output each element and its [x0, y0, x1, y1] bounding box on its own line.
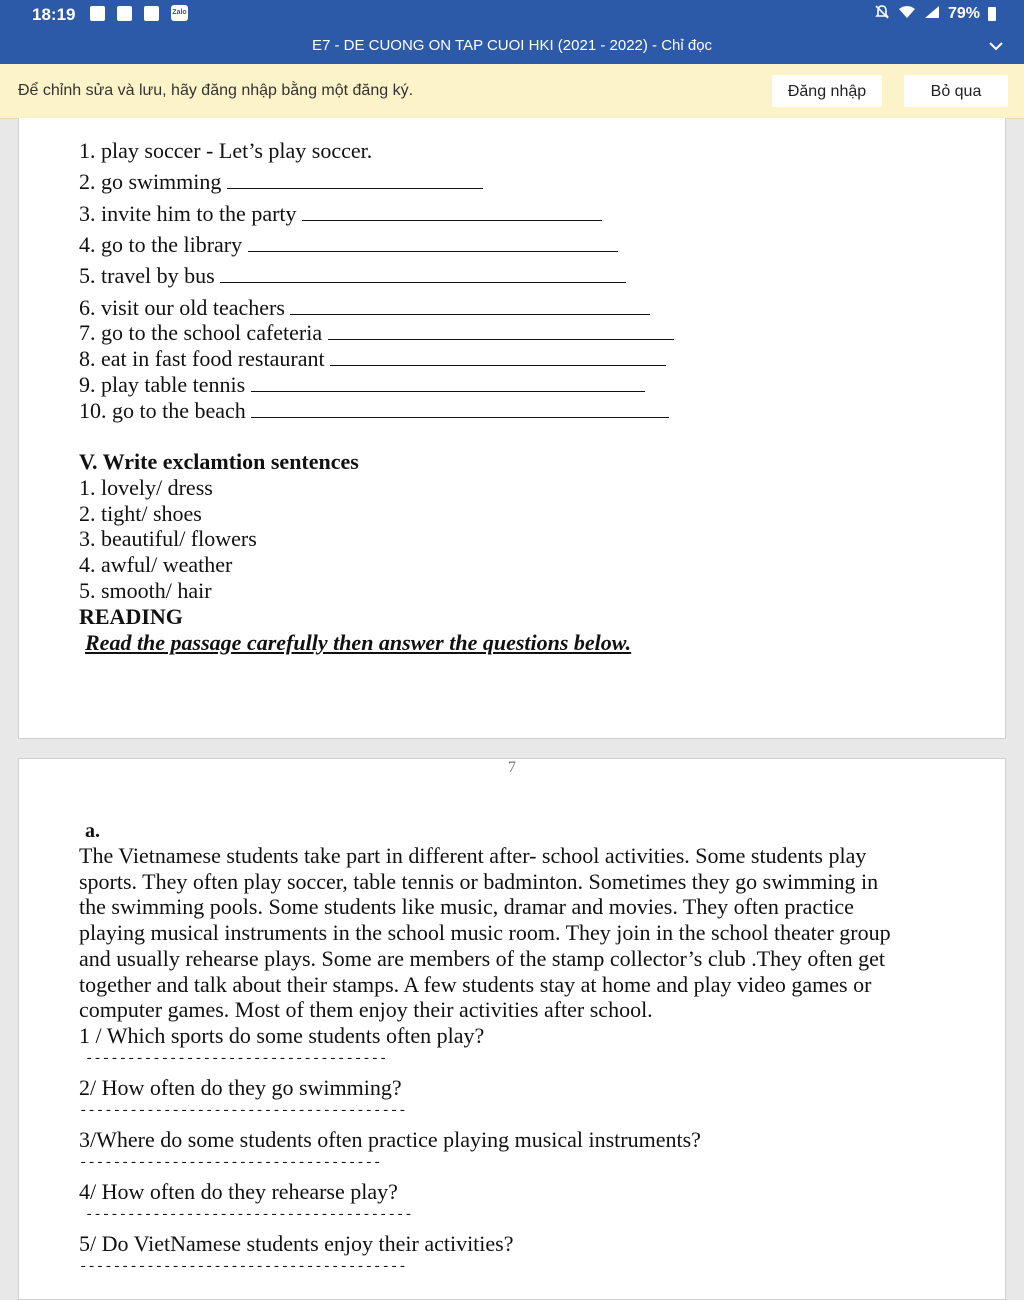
document-title: E7 - DE CUONG ON TAP CUOI HKI (2021 - 2022) - Chỉ đọc — [311, 37, 713, 54]
passage-label: a. — [85, 820, 100, 842]
list-item: 4. go to the library — [79, 232, 618, 258]
question: 3/Where do some students often practice playing musical instruments? — [79, 1127, 701, 1152]
answer-line: --------------------------------------- — [79, 1259, 407, 1275]
passage-line: the swimming pools. Some students like music, dramar and movies. They often practice — [79, 894, 854, 920]
section-heading: V. Write exclamtion sentences — [79, 449, 359, 474]
notification-icon — [144, 6, 159, 21]
status-bar — [0, 0, 1024, 30]
list-item: 5. smooth/ hair — [79, 578, 212, 603]
clock: 18:19 — [32, 5, 76, 24]
question: 4/ How often do they rehearse play? — [79, 1179, 398, 1204]
list-item: 2. tight/ shoes — [79, 501, 202, 526]
document-header — [0, 30, 1024, 64]
reading-passage — [79, 843, 959, 1023]
answer-line: --------------------------------------- — [85, 1207, 413, 1223]
battery-icon — [988, 7, 996, 21]
list-item: 6. visit our old teachers — [79, 295, 650, 321]
answer-line: ------------------------------------ — [79, 1155, 382, 1171]
instruction-text: Read the passage carefully then answer the questions below. — [85, 630, 632, 655]
document-page[interactable] — [18, 758, 1006, 1300]
section-heading: READING — [79, 604, 183, 629]
passage-line: The Vietnamese students take part in different after- school activities. Some students play — [79, 843, 867, 868]
page-number: 7 — [508, 759, 516, 776]
question: 5/ Do VietNamese students enjoy their activities? — [79, 1231, 514, 1256]
chevron-down-icon[interactable] — [986, 36, 1006, 56]
banner-message: Để chỉnh sửa và lưu, hãy đăng nhập bằng một đăng ký. — [18, 82, 414, 99]
passage-line: playing musical instruments in the school music room. They join in the school theater group — [79, 920, 891, 946]
list-item: 3. invite him to the party — [79, 201, 602, 227]
question: 2/ How often do they go swimming? — [79, 1075, 402, 1100]
wifi-icon — [898, 5, 916, 24]
passage-line: and usually rehearse plays. Some are members of the stamp collector’s club .They often get — [79, 945, 885, 971]
notification-icon — [90, 6, 105, 21]
list-item: 4. awful/ weather — [79, 552, 233, 577]
passage-line: sports. They often play soccer, table tennis or badminton. Sometimes they go swimming in — [79, 868, 879, 894]
answer-line: ------------------------------------ — [85, 1051, 388, 1067]
notification-icon — [117, 6, 132, 21]
list-item: 9. play table tennis — [79, 372, 645, 398]
passage-line: together and talk about their stamps. A few students stay at home and play video games or — [79, 971, 872, 997]
list-item: 1. lovely/ dress — [79, 475, 213, 500]
list-item: 1. play soccer - Let’s play soccer. — [79, 138, 373, 163]
document-page[interactable] — [18, 118, 1006, 739]
list-item: 7. go to the school cafeteria — [79, 320, 674, 346]
signal-icon — [924, 5, 940, 24]
battery-percent: 79% — [947, 5, 980, 22]
zalo-icon: Zalo — [171, 5, 188, 21]
answer-line: --------------------------------------- — [79, 1103, 407, 1119]
list-item: 3. beautiful/ flowers — [79, 526, 257, 551]
mute-bell-icon — [874, 4, 890, 24]
login-button[interactable]: Đăng nhập — [772, 75, 882, 107]
sign-in-banner — [0, 64, 1024, 119]
skip-button[interactable]: Bỏ qua — [904, 75, 1008, 107]
passage-line: computer games. Most of them enjoy their activities after school. — [79, 997, 653, 1023]
list-item: 10. go to the beach — [79, 398, 669, 424]
list-item: 8. eat in fast food restaurant — [79, 346, 666, 372]
list-item: 5. travel by bus — [79, 263, 626, 289]
question: 1 / Which sports do some students often play? — [79, 1023, 485, 1048]
list-item: 2. go swimming — [79, 169, 483, 195]
